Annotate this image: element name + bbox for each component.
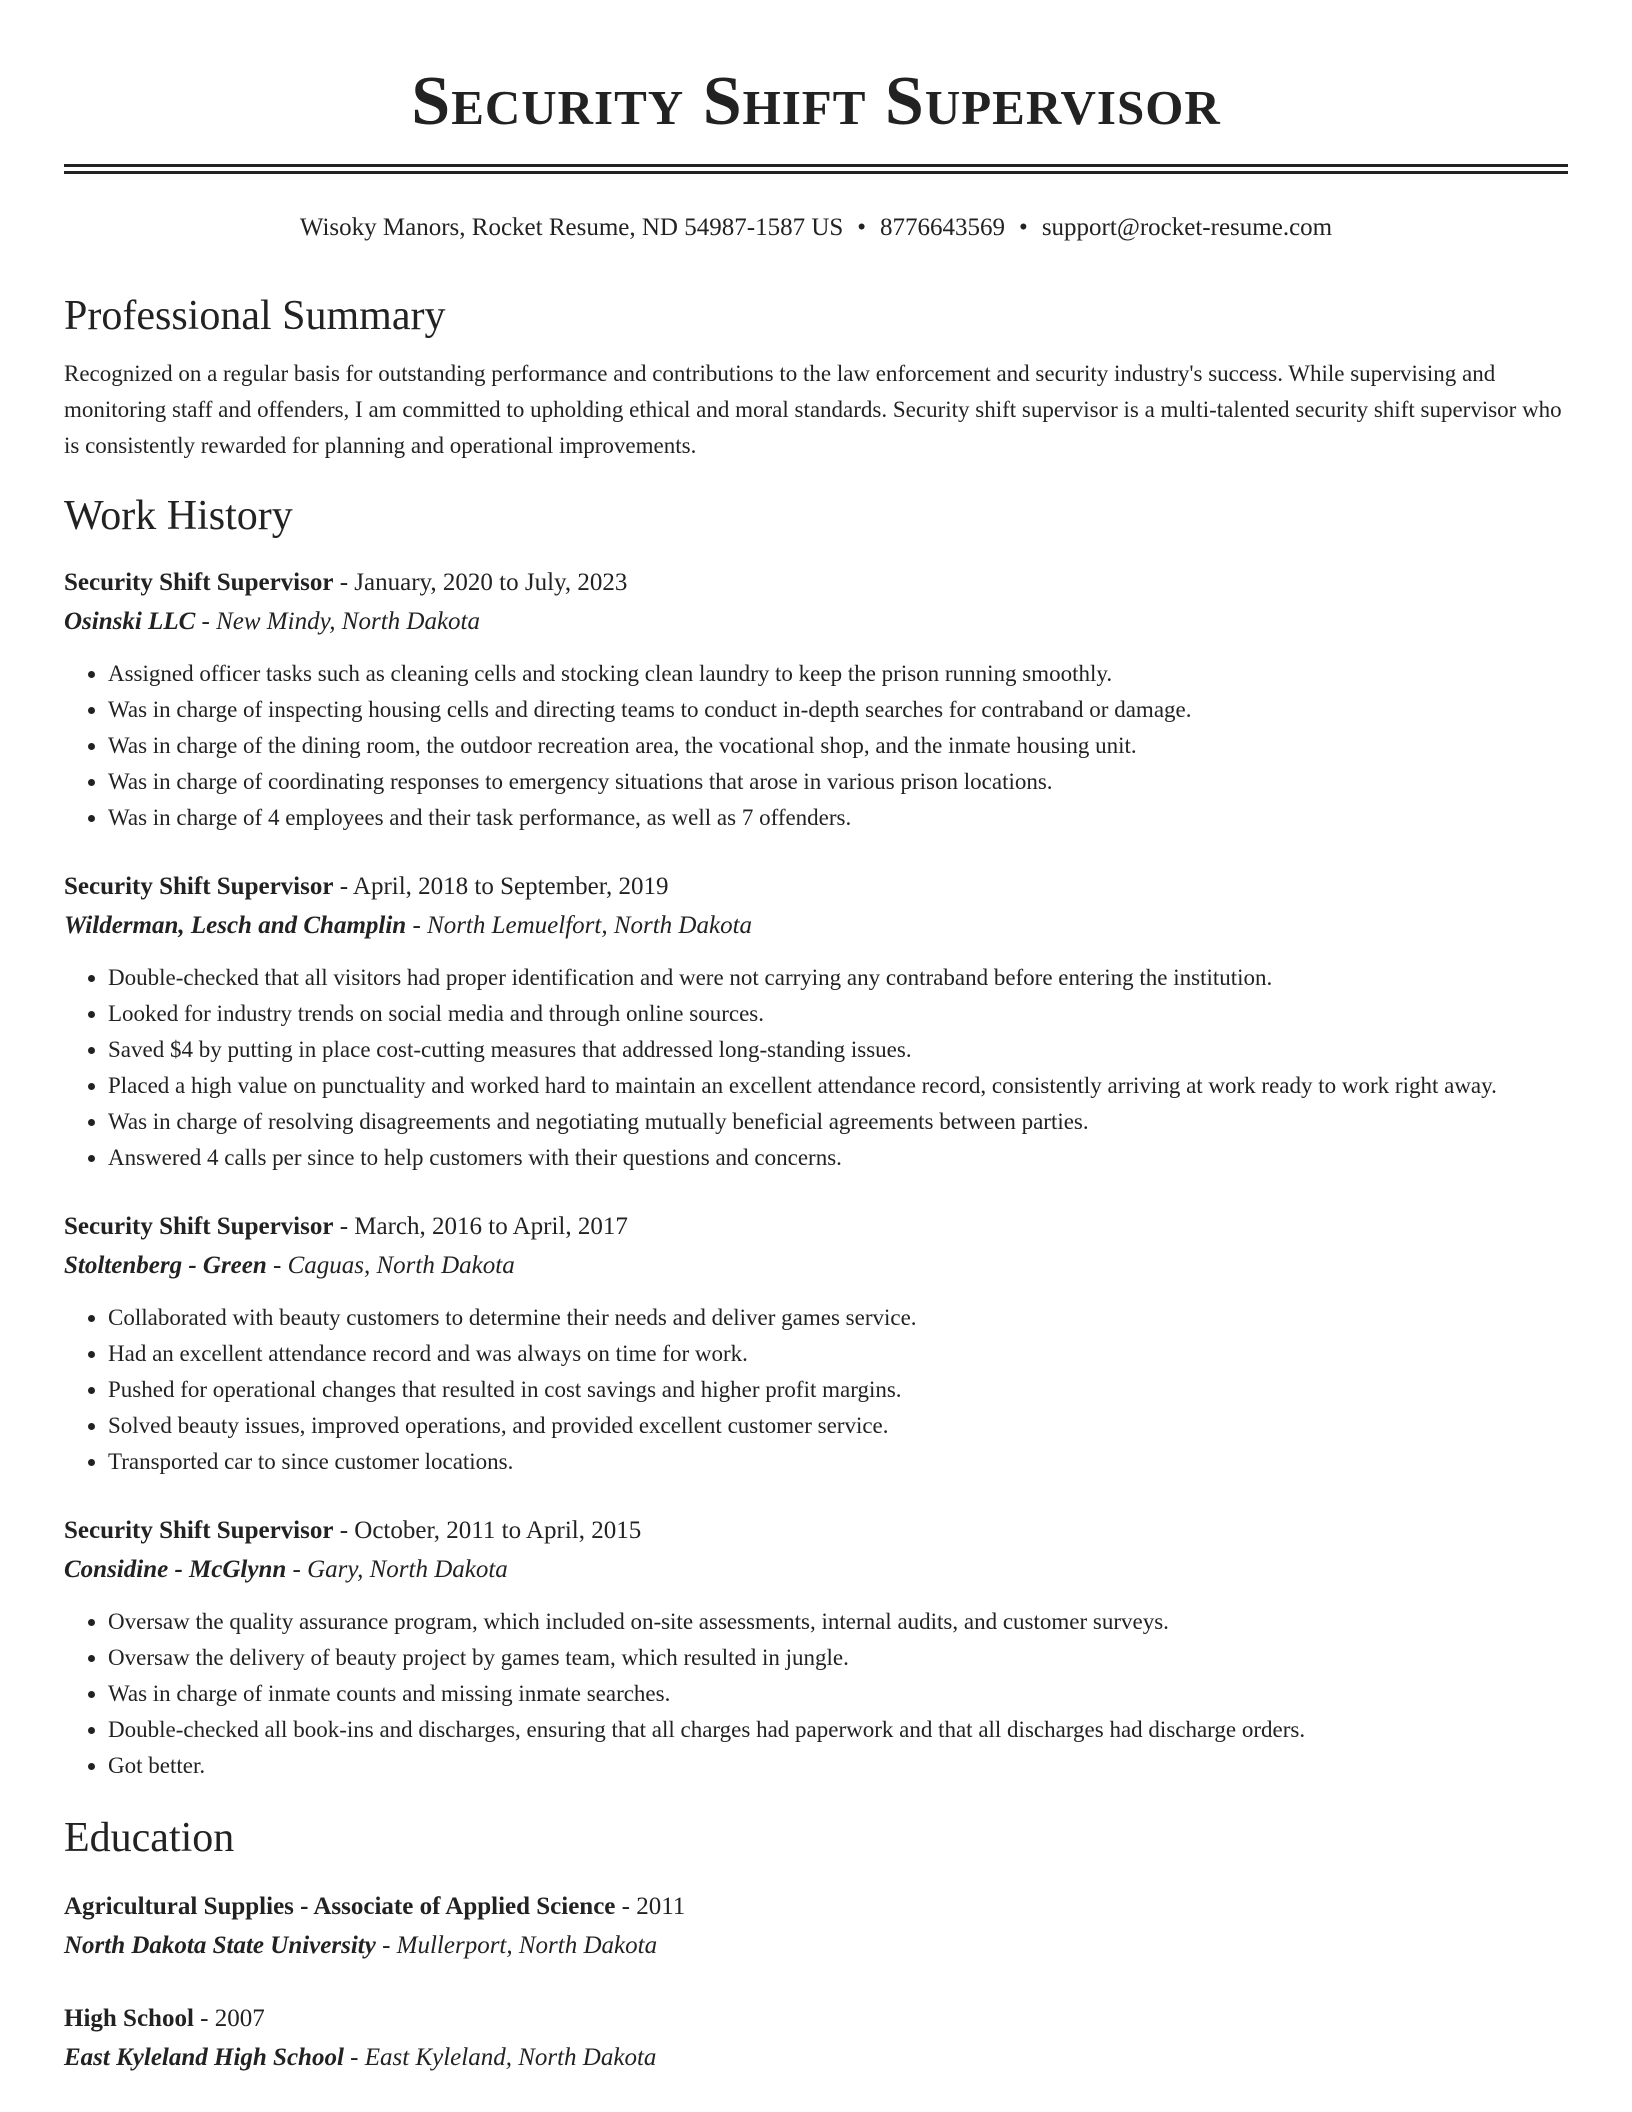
education-heading: Education (64, 1815, 235, 1861)
education-institution (64, 2038, 1568, 2078)
job-entry (64, 868, 1568, 1176)
education-school: East Kyleland High School (64, 2044, 344, 2071)
education-institution (64, 1926, 1568, 1966)
job-entry (64, 1512, 1568, 1784)
education-year: - 2007 (193, 2005, 265, 2032)
job-header (64, 868, 1568, 906)
job-duties-list (64, 1604, 1568, 1784)
job-location: - North Lemuelfort, North Dakota (406, 912, 753, 939)
job-duty-item: • Was in charge of the dining room, the outdoor recreation area, the vocational shop, and the inmate housing unit. (108, 728, 1568, 764)
job-employer (64, 1246, 1568, 1286)
job-duty-item: • Was in charge of inspecting housing cells and directing teams to conduct in-depth searches for contraband or damage. (108, 692, 1568, 728)
education-year: - 2011 (615, 1893, 686, 1920)
job-employer (64, 1550, 1568, 1590)
job-title: Security Shift Supervisor (64, 1213, 334, 1240)
job-duty-item: • Oversaw the delivery of beauty project by games team, which resulted in jungle. (108, 1640, 1568, 1676)
job-header (64, 1208, 1568, 1246)
job-duty-item: • Double-checked all book-ins and discharges, ensuring that all charges had paperwork and that all discharges had discharge orders. (108, 1712, 1568, 1748)
job-dates: - January, 2020 to July, 2023 (333, 569, 628, 596)
job-location: - Gary, North Dakota (286, 1556, 508, 1583)
job-duties-list (64, 1300, 1568, 1480)
job-duty-item: • Double-checked that all visitors had proper identification and were not carrying any contraband before entering the institution. (108, 960, 1568, 996)
job-dates: - April, 2018 to September, 2019 (333, 873, 669, 900)
job-duty-item: • Was in charge of coordinating responses to emergency situations that arose in various prison locations. (108, 764, 1568, 800)
job-duty-item: • Looked for industry trends on social media and through online sources. (108, 996, 1568, 1032)
job-duties-list (64, 960, 1568, 1176)
contact-line (64, 210, 1568, 246)
education-school: North Dakota State University (64, 1932, 376, 1959)
contact-email: support@rocket-resume.com (1041, 214, 1333, 241)
education-location: - Mullerport, North Dakota (375, 1932, 658, 1959)
job-duty-item: • Had an excellent attendance record and was always on time for work. (108, 1336, 1568, 1372)
education-entry (64, 2000, 1568, 2078)
job-employer (64, 602, 1568, 642)
job-company: Considine - McGlynn (64, 1556, 287, 1583)
education-degree: High School (64, 2005, 194, 2032)
job-header (64, 564, 1568, 602)
job-duty-item: • Was in charge of 4 employees and their task performance, as well as 7 offenders. (108, 800, 1568, 836)
work-history-heading: Work History (64, 493, 293, 539)
education-header (64, 2000, 1568, 2038)
job-duty-item: • Got better. (108, 1748, 1568, 1784)
contact-address: Wisoky Manors, Rocket Resume, ND 54987-1587 US (299, 214, 844, 241)
job-duty-item: • Transported car to since customer locations. (108, 1444, 1568, 1480)
job-duty-item: • Saved $4 by putting in place cost-cutting measures that addressed long-standing issues. (108, 1032, 1568, 1068)
job-company: Wilderman, Lesch and Champlin (64, 912, 407, 939)
job-company: Stoltenberg - Green (64, 1252, 267, 1279)
contact-separator: • (1019, 214, 1028, 241)
job-location: - New Mindy, North Dakota (195, 608, 480, 635)
job-entry (64, 564, 1568, 836)
job-duty-item: • Solved beauty issues, improved operations, and provided excellent customer service. (108, 1408, 1568, 1444)
job-dates: - March, 2016 to April, 2017 (333, 1213, 628, 1240)
job-duty-item: • Placed a high value on punctuality and worked hard to maintain an excellent attendance record, consistently arriving at work ready to work right away. (108, 1068, 1568, 1104)
education-header (64, 1888, 1568, 1926)
education-location: - East Kyleland, North Dakota (343, 2044, 657, 2071)
job-header (64, 1512, 1568, 1550)
job-title: Security Shift Supervisor (64, 569, 334, 596)
job-dates: - October, 2011 to April, 2015 (333, 1517, 642, 1544)
summary-text: Recognized on a regular basis for outstanding performance and contributions to the law enforcement and security industry's success. While supervising and monitoring staff and offenders, I am committed to upholding ethical and moral standards. Security shift supervisor is a multi-talented security shift supervisor who is consistently rewarded for planning and operational improvements. (64, 361, 1562, 458)
summary-heading: Professional Summary (64, 293, 446, 339)
job-entry (64, 1208, 1568, 1480)
job-company: Osinski LLC (64, 608, 196, 635)
job-duties-list (64, 656, 1568, 836)
education-degree: Agricultural Supplies - Associate of Applied Science (64, 1893, 616, 1920)
education-entry (64, 1888, 1568, 1966)
job-title: Security Shift Supervisor (64, 1517, 334, 1544)
job-duty-item: • Pushed for operational changes that resulted in cost savings and higher profit margins. (108, 1372, 1568, 1408)
title-divider (64, 164, 1568, 174)
job-duty-item: • Oversaw the quality assurance program, which included on-site assessments, internal audits, and customer surveys. (108, 1604, 1568, 1640)
job-duty-item: • Was in charge of inmate counts and missing inmate searches. (108, 1676, 1568, 1712)
job-employer (64, 906, 1568, 946)
job-location: - Caguas, North Dakota (266, 1252, 515, 1279)
resume-title: Security Shift Supervisor (411, 63, 1221, 140)
job-title: Security Shift Supervisor (64, 873, 334, 900)
contact-phone: 8776643569 (880, 214, 1006, 241)
contact-separator: • (857, 214, 867, 241)
job-duty-item: • Collaborated with beauty customers to determine their needs and deliver games service. (108, 1300, 1568, 1336)
job-duty-item: • Answered 4 calls per since to help customers with their questions and concerns. (108, 1140, 1568, 1176)
job-duty-item: • Was in charge of resolving disagreements and negotiating mutually beneficial agreements between parties. (108, 1104, 1568, 1140)
job-duty-item: • Assigned officer tasks such as cleaning cells and stocking clean laundry to keep the prison running smoothly. (108, 656, 1568, 692)
